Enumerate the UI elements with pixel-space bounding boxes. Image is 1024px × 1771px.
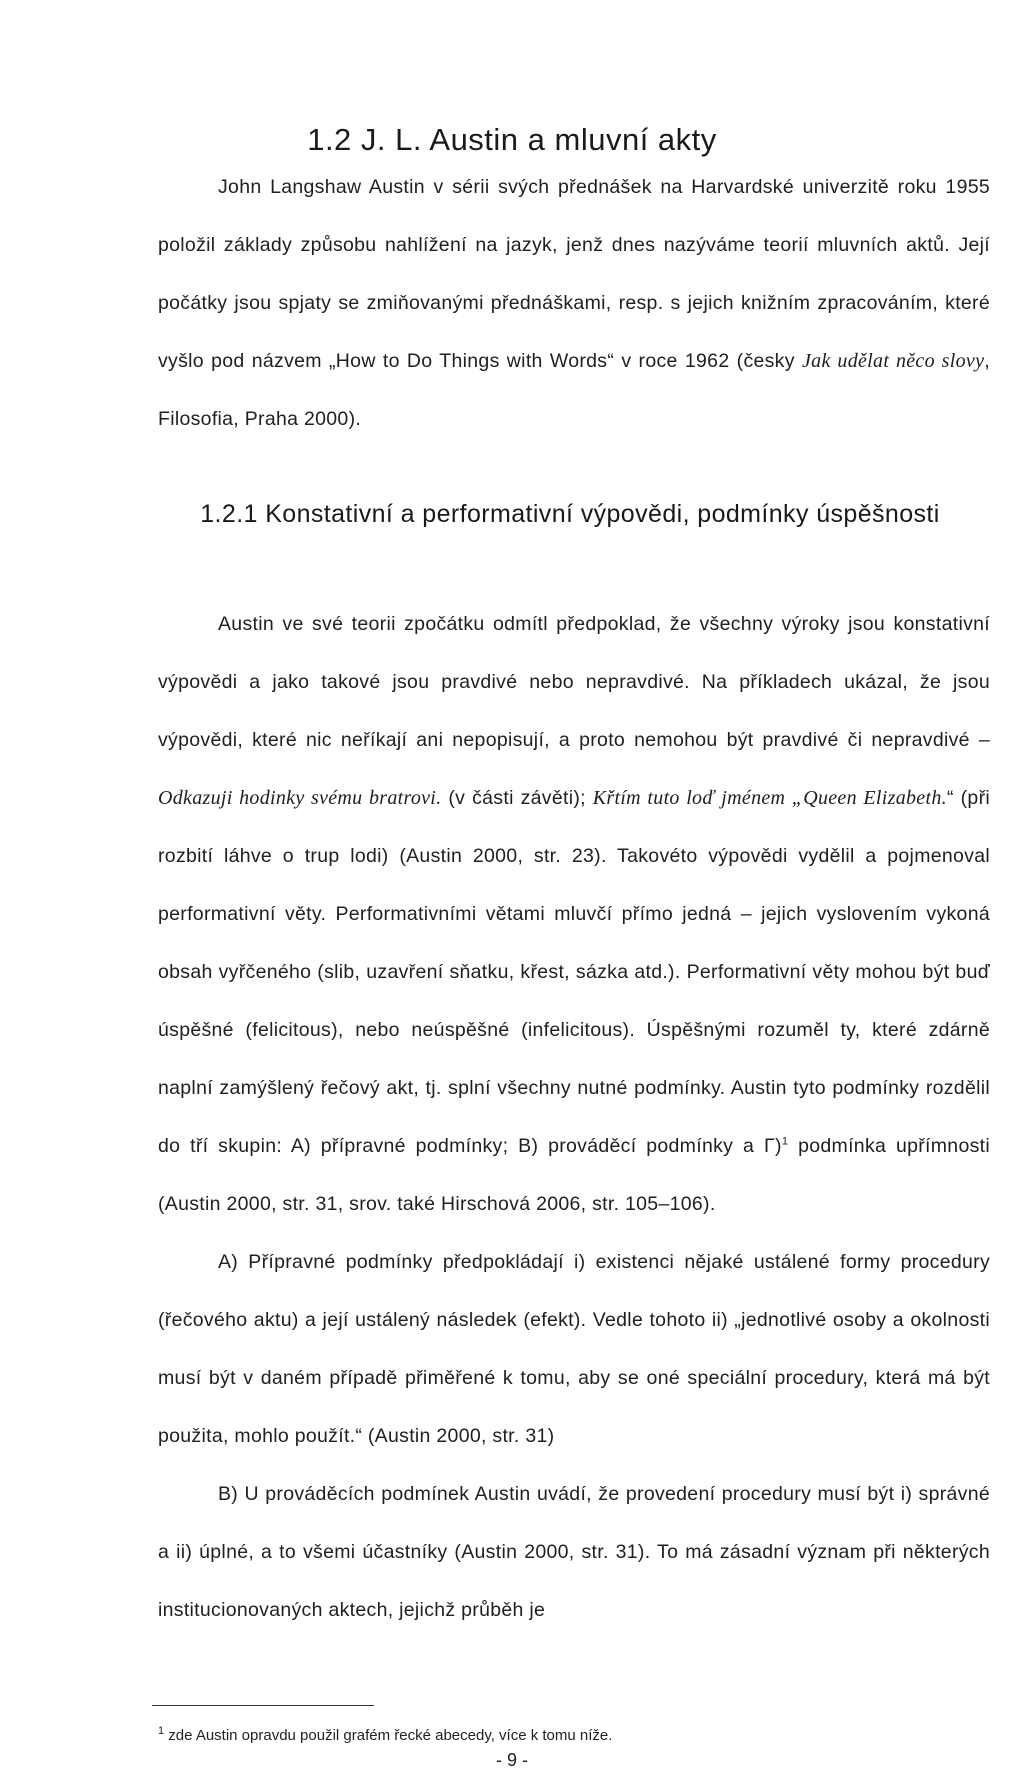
subsection-heading: 1.2.1 Konstativní a performativní výpovědi, podmínky úspěšnosti [200,500,940,528]
paragraph-preparatory-conditions: A) Přípravné podmínky předpokládají i) existenci nějaké ustálené formy procedury (řečového aktu) a její ustálený následek (efekt). Vedle tohoto ii) „jednotlivé osoby a okolnosti musí být v daném případě přiměřené k tomu, aby se oné speciální procedury, která má být použita, mohlo použít.“ (Austin 2000, str. 31) [158,1251,990,1447]
book-title-czech: Jak udělat něco slovy [801,350,985,372]
footnote-marker: 1 [158,1725,165,1737]
footnote-divider [152,1705,374,1706]
paragraph-intro-text: John Langshaw Austin v sérii svých přednášek na Harvardské univerzitě roku 1955 položil základy způsobu nahlížení na jazyk, jenž dnes nazýváme teorií mluvních aktů. Její počátky jsou spjaty se zmiňovanými přednáškami, resp. s jejich knižním zpracováním, které vyšlo pod názvem „How to Do Things with Words“ v roce 1962 (česky [158,176,990,372]
footnote-reference: 1 [781,1135,789,1148]
example-will: Odkazuji hodinky svému bratrovi. [158,787,442,809]
footnote [158,1727,958,1744]
subsection-body [158,595,990,1639]
paragraph-intro-end: , Filosofia, Praha 2000). [158,350,990,430]
performatives-text-d: podmínka upřímnosti (Austin 2000, str. 31, srov. také Hirschová 2006, str. 105–106). [158,1135,990,1215]
paragraph-execution-conditions: B) U prováděcích podmínek Austin uvádí, že provedení procedury musí být i) správné a ii) úplné, a to všemi účastníky (Austin 2000, str. 31). To má zásadní význam při některých institucionovaných aktech, jejichž průběh je [158,1483,990,1621]
paragraph-intro [158,158,990,448]
performatives-text-b: (v části závěti); [441,787,593,809]
example-ship: Křtím tuto loď jménem „Queen Elizabeth. [592,787,947,809]
page-number: - 9 - [495,1750,528,1770]
performatives-text-a: Austin ve své teorii zpočátku odmítl předpoklad, že všechny výroky jsou konstativní výpovědi a jako takové jsou pravdivé nebo nepravdivé. Na příkladech ukázal, že jsou výpovědi, které nic neříkají ani nepopisují, a proto nemohou být pravdivé či nepravdivé – [158,613,990,751]
section-heading: 1.2 J. L. Austin a mluvní akty [307,122,717,157]
footnote-text: zde Austin opravdu použil grafém řecké abecedy, více k tomu níže. [164,1727,613,1744]
performatives-text-c: “ (při rozbití láhve o trup lodi) (Austin 2000, str. 23). Takovéto výpovědi vydělil a pojmenoval performativní věty. Performativními větami mluvčí přímo jedná – jejich vyslovením vykoná obsah vyřčeného (slib, uzavření sňatku, křest, sázka atd.). Performativní věty mohou být buď úspěšné (felicitous), nebo neúspěšné (infelicitous). Úspěšnými rozuměl ty, které zdárně naplní zamýšlený řečový akt, tj. splní všechny nutné podmínky. Austin tyto podmínky rozdělil do tří skupin: A) přípravné podmínky; B) prováděcí podmínky a Γ) [158,787,990,1157]
section-body [158,158,990,448]
paragraph-performatives [158,595,990,1233]
